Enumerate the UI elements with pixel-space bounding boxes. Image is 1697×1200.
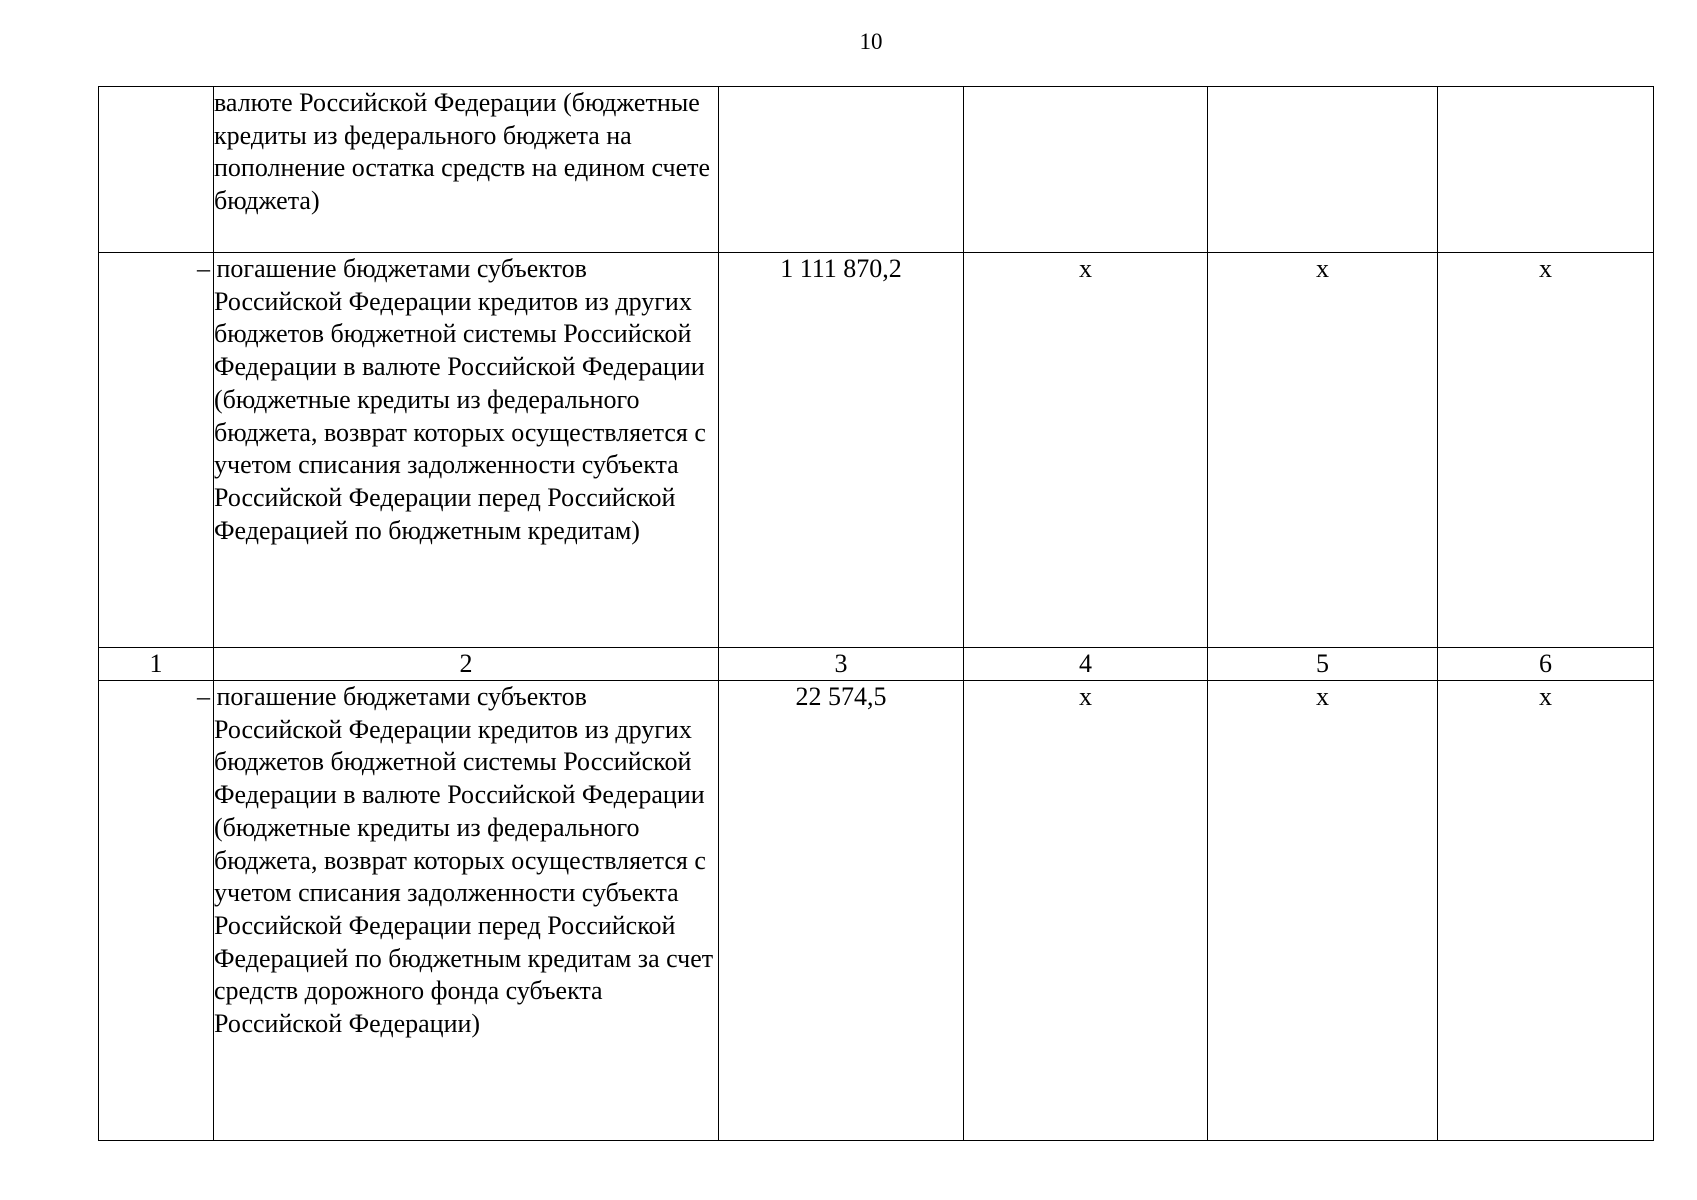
column-number: 5 (1208, 648, 1438, 681)
table-row (99, 681, 1654, 1141)
table-row (99, 87, 1654, 253)
value-cell-6 (1438, 87, 1654, 253)
column-number-row (99, 648, 1654, 681)
column-number: 2 (214, 648, 719, 681)
value-cell-4 (964, 87, 1208, 253)
row-number-cell (99, 681, 214, 1141)
column-number: 3 (719, 648, 964, 681)
value-cell-6: x (1438, 253, 1654, 648)
amount-cell: 1 111 870,2 (719, 253, 964, 648)
description-cell: – погашение бюджетами субъектов Российской Федерации кредитов из других бюджетов бюджетной системы Российской Федерации в валюте Российской Федерации (бюджетные кредиты из федерального бюджета, возврат которых осуществляется с учетом списания задолженности субъекта Российской Федерации перед Российской Федерацией по бюджетным кредитам) (214, 253, 719, 648)
value-cell-4: x (964, 681, 1208, 1141)
amount-cell (719, 87, 964, 253)
amount-cell: 22 574,5 (719, 681, 964, 1141)
value-cell-4: x (964, 253, 1208, 648)
value-cell-5: x (1208, 681, 1438, 1141)
description-cell: – погашение бюджетами субъектов Российской Федерации кредитов из других бюджетов бюджетной системы Российской Федерации в валюте Российской Федерации (бюджетные кредиты из федерального бюджета, возврат которых осуществляется с учетом списания задолженности субъекта Российской Федерации перед Российской Федерацией по бюджетным кредитам за счет средств дорожного фонда субъекта Российской Федерации) (214, 681, 719, 1141)
value-cell-6: x (1438, 681, 1654, 1141)
row-number-cell (99, 253, 214, 648)
column-number: 1 (99, 648, 214, 681)
table-row (99, 253, 1654, 648)
column-number: 4 (964, 648, 1208, 681)
description-cell: валюте Российской Федерации (бюджетные кредиты из федерального бюджета на пополнение остатка средств на едином счете бюджета) (214, 87, 719, 253)
value-cell-5: x (1208, 253, 1438, 648)
value-cell-5 (1208, 87, 1438, 253)
row-number-cell (99, 87, 214, 253)
budget-table (98, 86, 1654, 1141)
column-number: 6 (1438, 648, 1654, 681)
page-number: 10 (859, 29, 883, 54)
